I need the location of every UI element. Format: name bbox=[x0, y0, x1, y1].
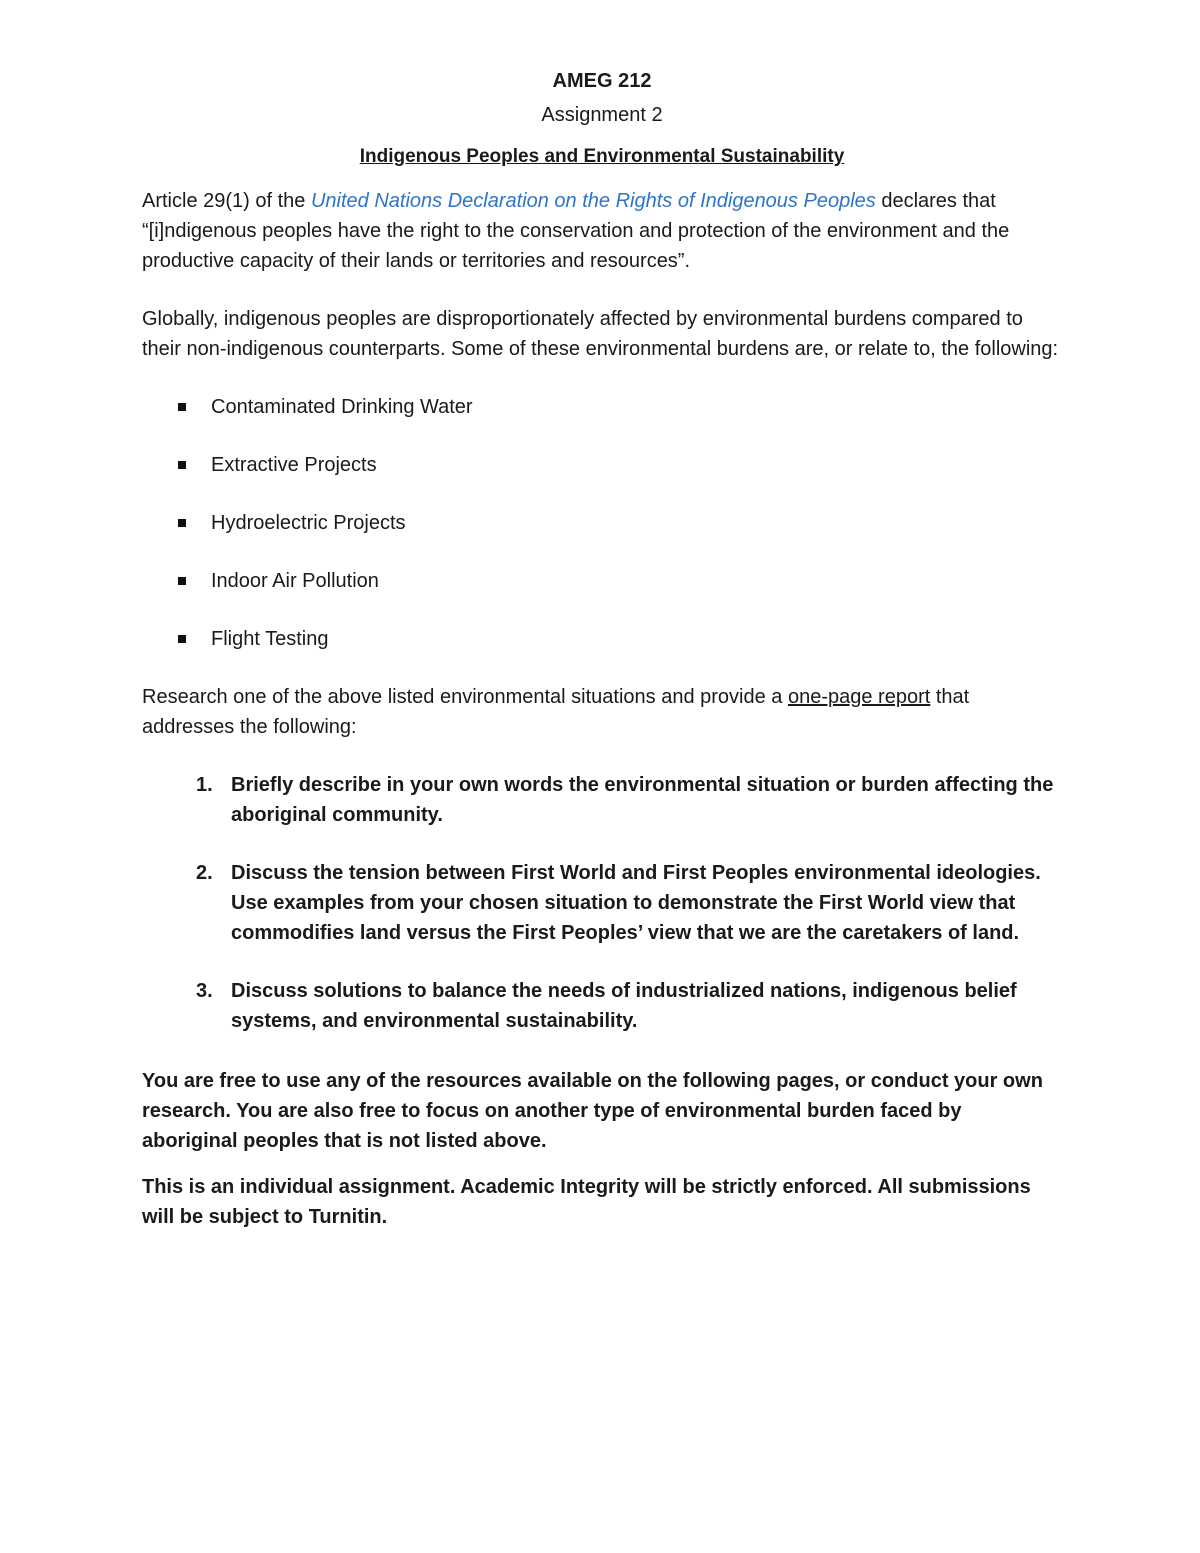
assignment-title: Indigenous Peoples and Environmental Sustainability bbox=[359, 146, 845, 167]
list-item bbox=[142, 508, 1062, 538]
task-text: Discuss the tension between First World and First Peoples environmental ideologies. Use examples from your chosen situation to demonstrate the First World view that commodifies land versus the First Peoples’ view that we are the caretakers of land. bbox=[231, 862, 1041, 944]
task-number: 1. bbox=[196, 774, 213, 796]
tasks-list bbox=[142, 770, 1062, 1036]
burden-label: Hydroelectric Projects bbox=[211, 512, 406, 534]
document-content bbox=[142, 66, 1062, 1232]
task-text: Discuss solutions to balance the needs of industrialized nations, indigenous belief systems, and environmental sustainability. bbox=[231, 980, 1017, 1032]
list-item bbox=[142, 450, 1062, 480]
undrip-link[interactable]: United Nations Declaration on the Rights of Indigenous Peoples bbox=[310, 190, 876, 212]
task-item bbox=[142, 770, 1062, 830]
square-bullet-icon bbox=[178, 635, 186, 643]
globally-paragraph: Globally, indigenous peoples are disproportionately affected by environmental burdens compared to their non-indigenous counterparts. Some of these environmental burdens are, or relate to, the following: bbox=[142, 308, 1059, 360]
task-number: 2. bbox=[196, 862, 213, 884]
intro-text-after: declares that “[i]ndigenous peoples have the right to the conservation and protection of the environment and the productive capacity of their lands or territories and resources”. bbox=[142, 190, 1010, 272]
course-code: AMEG 212 bbox=[552, 70, 652, 92]
research-paragraph bbox=[142, 682, 1062, 742]
task-item bbox=[142, 976, 1062, 1036]
list-item bbox=[142, 392, 1062, 422]
square-bullet-icon bbox=[178, 461, 186, 469]
burden-label: Extractive Projects bbox=[211, 454, 377, 476]
research-text-after: that addresses the following: bbox=[142, 686, 970, 738]
task-number: 3. bbox=[196, 980, 213, 1002]
square-bullet-icon bbox=[178, 519, 186, 527]
list-item bbox=[142, 624, 1062, 654]
intro-paragraph bbox=[142, 186, 1062, 276]
burden-label: Contaminated Drinking Water bbox=[211, 396, 473, 418]
burden-label: Indoor Air Pollution bbox=[211, 570, 379, 592]
square-bullet-icon bbox=[178, 577, 186, 585]
burden-label: Flight Testing bbox=[211, 628, 329, 650]
burdens-list bbox=[142, 392, 1062, 654]
list-item bbox=[142, 566, 1062, 596]
task-text: Briefly describe in your own words the environmental situation or burden affecting the aboriginal community. bbox=[231, 774, 1054, 826]
assignment-number: Assignment 2 bbox=[541, 104, 663, 126]
one-page-report-emphasis: one-page report bbox=[787, 686, 931, 708]
square-bullet-icon bbox=[178, 403, 186, 411]
intro-text-before: Article 29(1) of the bbox=[142, 190, 311, 212]
academic-integrity-paragraph: This is an individual assignment. Academic Integrity will be strictly enforced. All submissions will be subject to Turnitin. bbox=[142, 1176, 1031, 1228]
task-item bbox=[142, 858, 1062, 948]
research-text-before: Research one of the above listed environmental situations and provide a bbox=[142, 686, 788, 708]
free-research-paragraph: You are free to use any of the resources available on the following pages, or conduct your own research. You are also free to focus on another type of environmental burden faced by aboriginal peoples that is not listed above. bbox=[142, 1070, 1043, 1152]
